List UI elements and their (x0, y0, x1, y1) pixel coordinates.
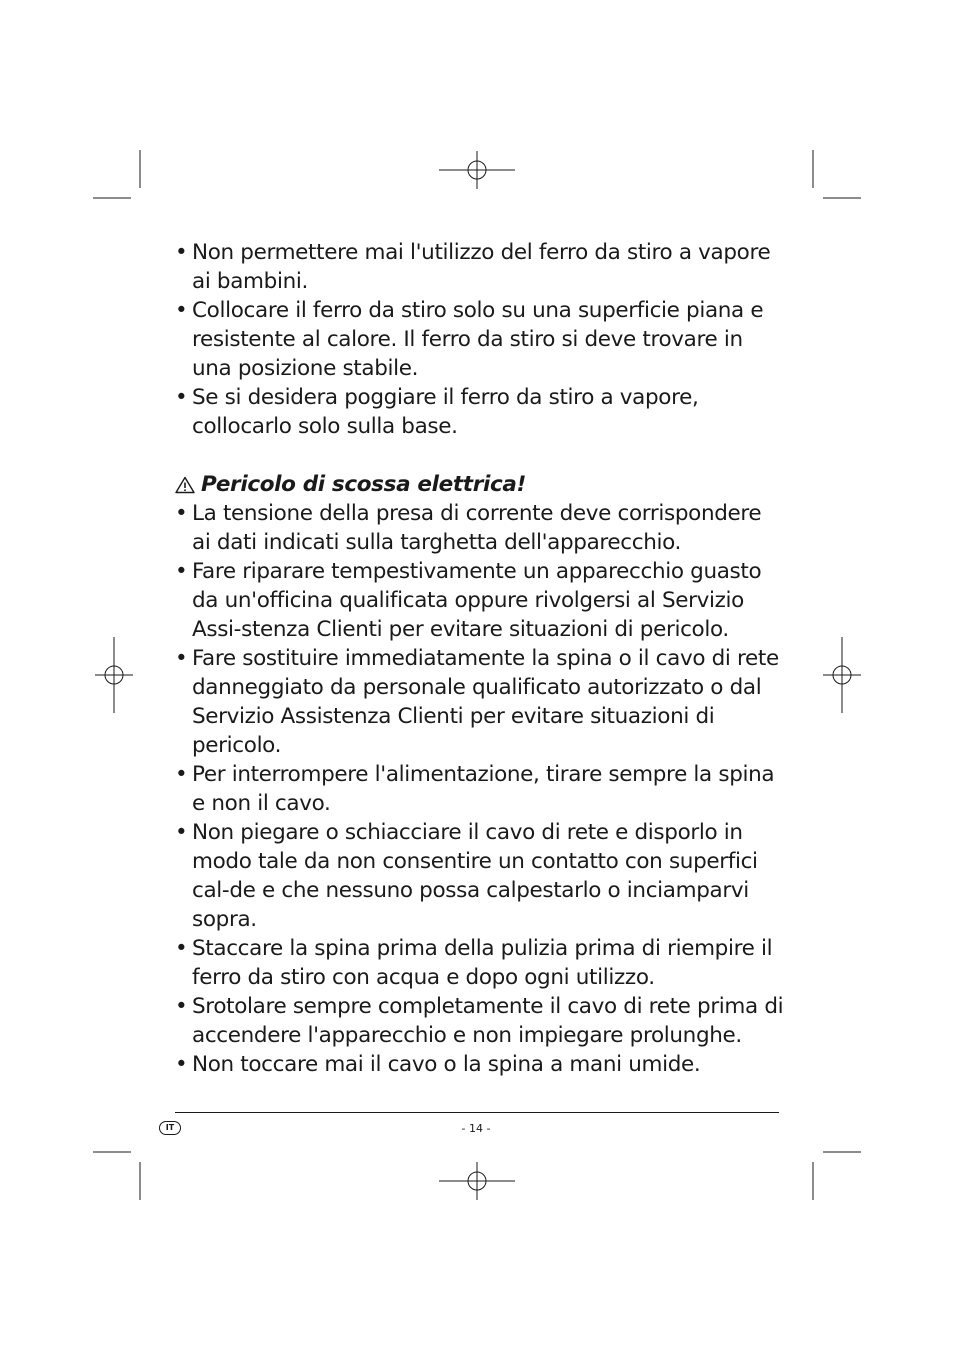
list-item: • Collocare il ferro da stiro solo su una superficie piana e resistente al calore. Il ferro da stiro si deve trovare in una posizione stabile. (175, 296, 785, 383)
section-heading-text: Pericolo di scossa elettrica! (201, 472, 526, 497)
safety-list-general (175, 238, 785, 441)
warning-triangle-icon (175, 476, 195, 494)
registration-mark-right (823, 637, 861, 713)
page-number: - 14 - (461, 1122, 491, 1135)
list-item: • Fare riparare tempestivamente un apparecchio guasto da un'officina qualificata oppure rivolgersi al Servizio Assi-stenza Clienti per evitare situazioni di pericolo. (175, 557, 785, 644)
list-item: • Se si desidera poggiare il ferro da stiro a vapore, collocarlo solo sulla base. (175, 383, 785, 441)
list-item: • La tensione della presa di corrente deve corrispondere ai dati indicati sulla targhetta dell'apparecchio. (175, 499, 785, 557)
list-item: • Per interrompere l'alimentazione, tirare sempre la spina e non il cavo. (175, 760, 785, 818)
registration-mark-bottom (439, 1162, 515, 1200)
list-item: • Non permettere mai l'utilizzo del ferro da stiro a vapore ai bambini. (175, 238, 785, 296)
list-item: • Staccare la spina prima della pulizia prima di riempire il ferro da stiro con acqua e dopo ogni utilizzo. (175, 934, 785, 992)
safety-list-electric (175, 499, 785, 1079)
registration-mark-top (439, 151, 515, 189)
list-item: • Srotolare sempre completamente il cavo di rete prima di accendere l'apparecchio e non impiegare prolunghe. (175, 992, 785, 1050)
list-item: • Fare sostituire immediatamente la spina o il cavo di rete danneggiato da personale qualificato autorizzato o dal Servizio Assistenza Clienti per evitare situazioni di pericolo. (175, 644, 785, 760)
footer-divider (175, 1112, 779, 1113)
list-item: • Non piegare o schiacciare il cavo di rete e disporlo in modo tale da non consentire un contatto con superfici cal-de e che nessuno possa calpestarlo o inciamparvi sopra. (175, 818, 785, 934)
section-heading (175, 470, 785, 499)
list-item: • Non toccare mai il cavo o la spina a mani umide. (175, 1050, 785, 1079)
page-content (175, 238, 785, 1079)
registration-mark-left (95, 637, 133, 713)
language-badge: IT (159, 1121, 181, 1135)
